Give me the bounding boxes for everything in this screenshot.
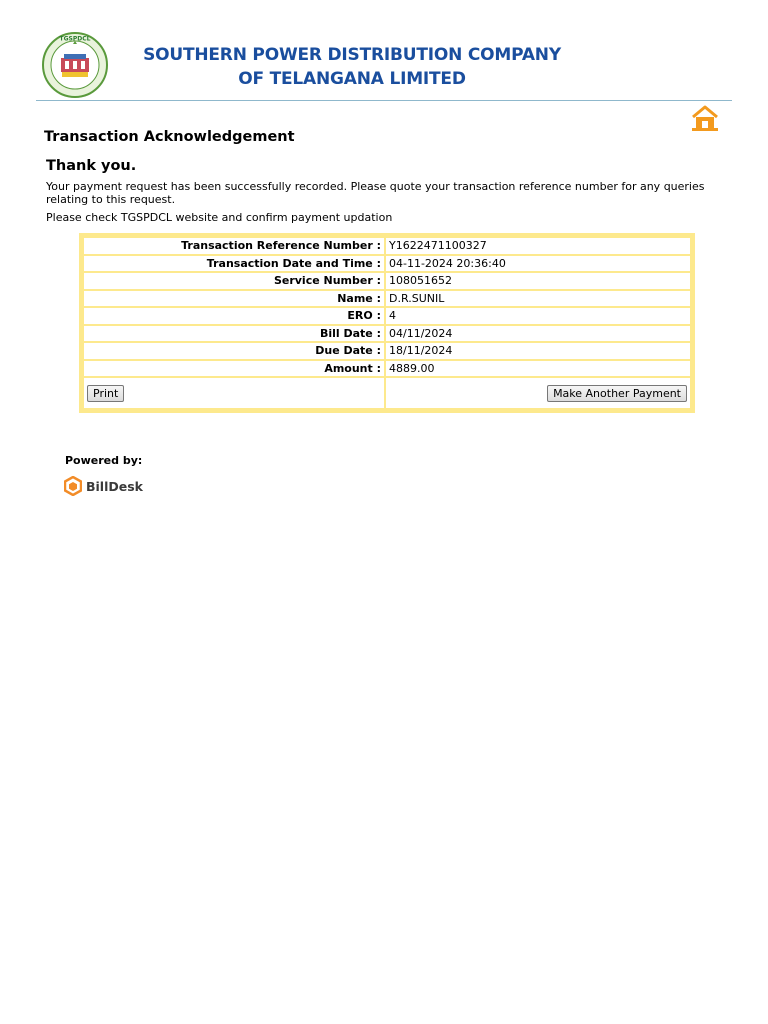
table-row (83, 237, 691, 255)
another-payment-cell (385, 377, 691, 409)
page-title: Transaction Acknowledgement (44, 129, 295, 145)
transaction-reference-label: Transaction Reference Number : (83, 237, 385, 255)
name-value: D.R.SUNIL (385, 290, 691, 308)
ero-value: 4 (385, 307, 691, 325)
company-name (132, 43, 572, 91)
transaction-details-table (79, 233, 695, 413)
due-date-value: 18/11/2024 (385, 342, 691, 360)
name-label: Name : (83, 290, 385, 308)
bill-date-value: 04/11/2024 (385, 325, 691, 343)
billdesk-logo (64, 476, 143, 496)
check-website-message: Please check TGSPDCL website and confirm payment updation (46, 211, 393, 224)
service-number-value: 108051652 (385, 272, 691, 290)
powered-by-label: Powered by: (65, 454, 143, 467)
table-row (83, 325, 691, 343)
logo-text: TGSPDCL (59, 35, 91, 43)
table-row (83, 342, 691, 360)
table-row (83, 272, 691, 290)
success-message: Your payment request has been successfully recorded. Please quote your transaction reference number for any queries relating to this request. (46, 180, 705, 206)
make-another-payment-button[interactable]: Make Another Payment (547, 385, 687, 402)
bill-date-label: Bill Date : (83, 325, 385, 343)
header (36, 28, 732, 101)
transaction-reference-value: Y1622471100327 (385, 237, 691, 255)
table-row (83, 255, 691, 273)
ero-label: ERO : (83, 307, 385, 325)
amount-label: Amount : (83, 360, 385, 378)
table-row (83, 307, 691, 325)
due-date-label: Due Date : (83, 342, 385, 360)
print-cell (83, 377, 385, 409)
table-row (83, 360, 691, 378)
billdesk-hexagon-icon (64, 476, 82, 496)
home-icon[interactable] (690, 105, 720, 131)
transaction-datetime-value: 04-11-2024 20:36:40 (385, 255, 691, 273)
billdesk-text: BillDesk (86, 478, 143, 494)
amount-value: 4889.00 (385, 360, 691, 378)
button-row (83, 377, 691, 409)
service-number-label: Service Number : (83, 272, 385, 290)
print-button[interactable]: Print (87, 385, 124, 402)
company-name-line1: SOUTHERN POWER DISTRIBUTION COMPANY (143, 45, 561, 65)
transaction-datetime-label: Transaction Date and Time : (83, 255, 385, 273)
tgspdcl-logo (42, 32, 108, 98)
thank-you-heading: Thank you. (46, 158, 137, 174)
table-row (83, 290, 691, 308)
company-name-line2: OF TELANGANA LIMITED (238, 69, 466, 89)
